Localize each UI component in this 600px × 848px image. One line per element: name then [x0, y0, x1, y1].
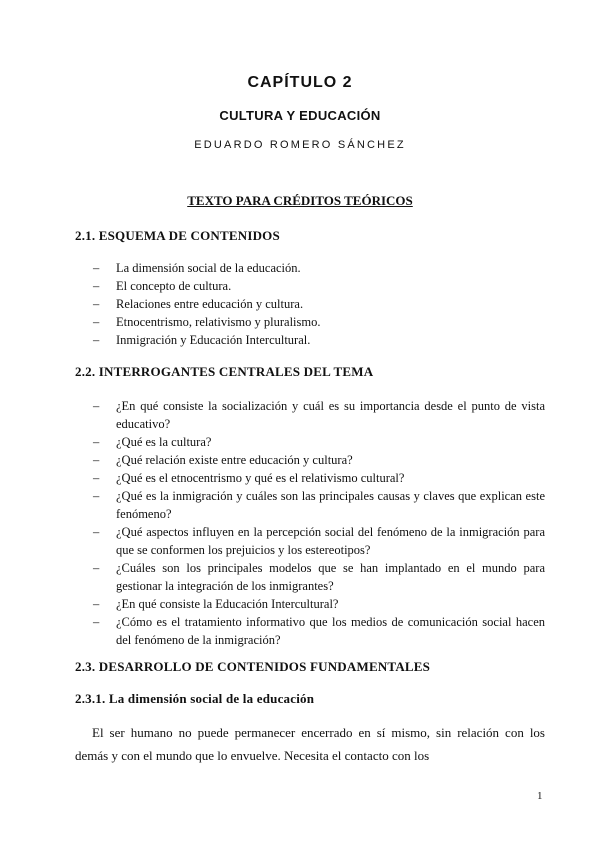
list-item: – ¿Qué es la inmigración y cuáles son las principales causas y claves que explican este fenómeno?: [93, 489, 545, 521]
dash-bullet: –: [93, 453, 100, 467]
list-item: – ¿En qué consiste la Educación Intercultural?: [93, 597, 339, 611]
dash-bullet: –: [93, 315, 100, 329]
dash-bullet: –: [93, 297, 100, 311]
list-item: – Relaciones entre educación y cultura.: [93, 297, 304, 311]
central-questions-list: [75, 397, 545, 649]
dash-bullet: –: [93, 261, 100, 275]
heading-2-3-1: 2.3.1. La dimensión social de la educación: [75, 691, 315, 706]
chapter-title: CAPÍTULO 2: [247, 74, 353, 91]
list-item: – ¿Cuáles son los principales modelos que se han implantado en el mundo para gestionar la integración de los inmigrantes?: [93, 561, 545, 593]
list-item: – ¿Cómo es el tratamiento informativo que los medios de comunicación social hacen del fenómeno de la inmigración?: [93, 615, 545, 647]
dash-bullet: –: [93, 399, 100, 413]
dash-bullet: –: [93, 561, 100, 575]
section-title: TEXTO PARA CRÉDITOS TEÓRICOS: [187, 193, 413, 208]
chapter-subtitle: CULTURA Y EDUCACIÓN: [219, 108, 381, 123]
body-paragraph: El ser humano no puede permanecer encerrado en sí mismo, sin relación con los demás y con el mundo que lo envuelve. Necesita el contacto con los: [75, 725, 545, 763]
list-item: – El concepto de cultura.: [93, 279, 232, 293]
dash-bullet: –: [93, 615, 100, 629]
heading-2-3: 2.3. DESARROLLO DE CONTENIDOS FUNDAMENTALES: [75, 659, 431, 674]
dash-bullet: –: [93, 333, 100, 347]
dash-bullet: –: [93, 597, 100, 611]
list-item: – La dimensión social de la educación.: [93, 261, 301, 275]
dash-bullet: –: [93, 435, 100, 449]
dash-bullet: –: [93, 279, 100, 293]
heading-2-2: 2.2. INTERROGANTES CENTRALES DEL TEMA: [75, 364, 374, 379]
heading-2-1: 2.1. ESQUEMA DE CONTENIDOS: [75, 228, 280, 243]
list-item: – ¿Qué es el etnocentrismo y qué es el relativismo cultural?: [93, 471, 405, 485]
dash-bullet: –: [93, 489, 100, 503]
page-number: 1: [537, 790, 543, 802]
contents-outline-list: [75, 259, 545, 349]
author-name: EDUARDO ROMERO SÁNCHEZ: [194, 139, 406, 151]
list-item: – Etnocentrismo, relativismo y pluralismo.: [93, 315, 321, 329]
dash-bullet: –: [93, 525, 100, 539]
list-item: – ¿Qué es la cultura?: [93, 435, 212, 449]
list-item: – ¿En qué consiste la socialización y cuál es su importancia desde el punto de vista educativo?: [93, 399, 545, 431]
list-item: – Inmigración y Educación Intercultural.: [93, 333, 311, 347]
list-item: – ¿Qué aspectos influyen en la percepción social del fenómeno de la inmigración para que se conformen los prejuicios y los estereotipos?: [93, 525, 545, 557]
dash-bullet: –: [93, 471, 100, 485]
list-item: – ¿Qué relación existe entre educación y cultura?: [93, 453, 353, 467]
